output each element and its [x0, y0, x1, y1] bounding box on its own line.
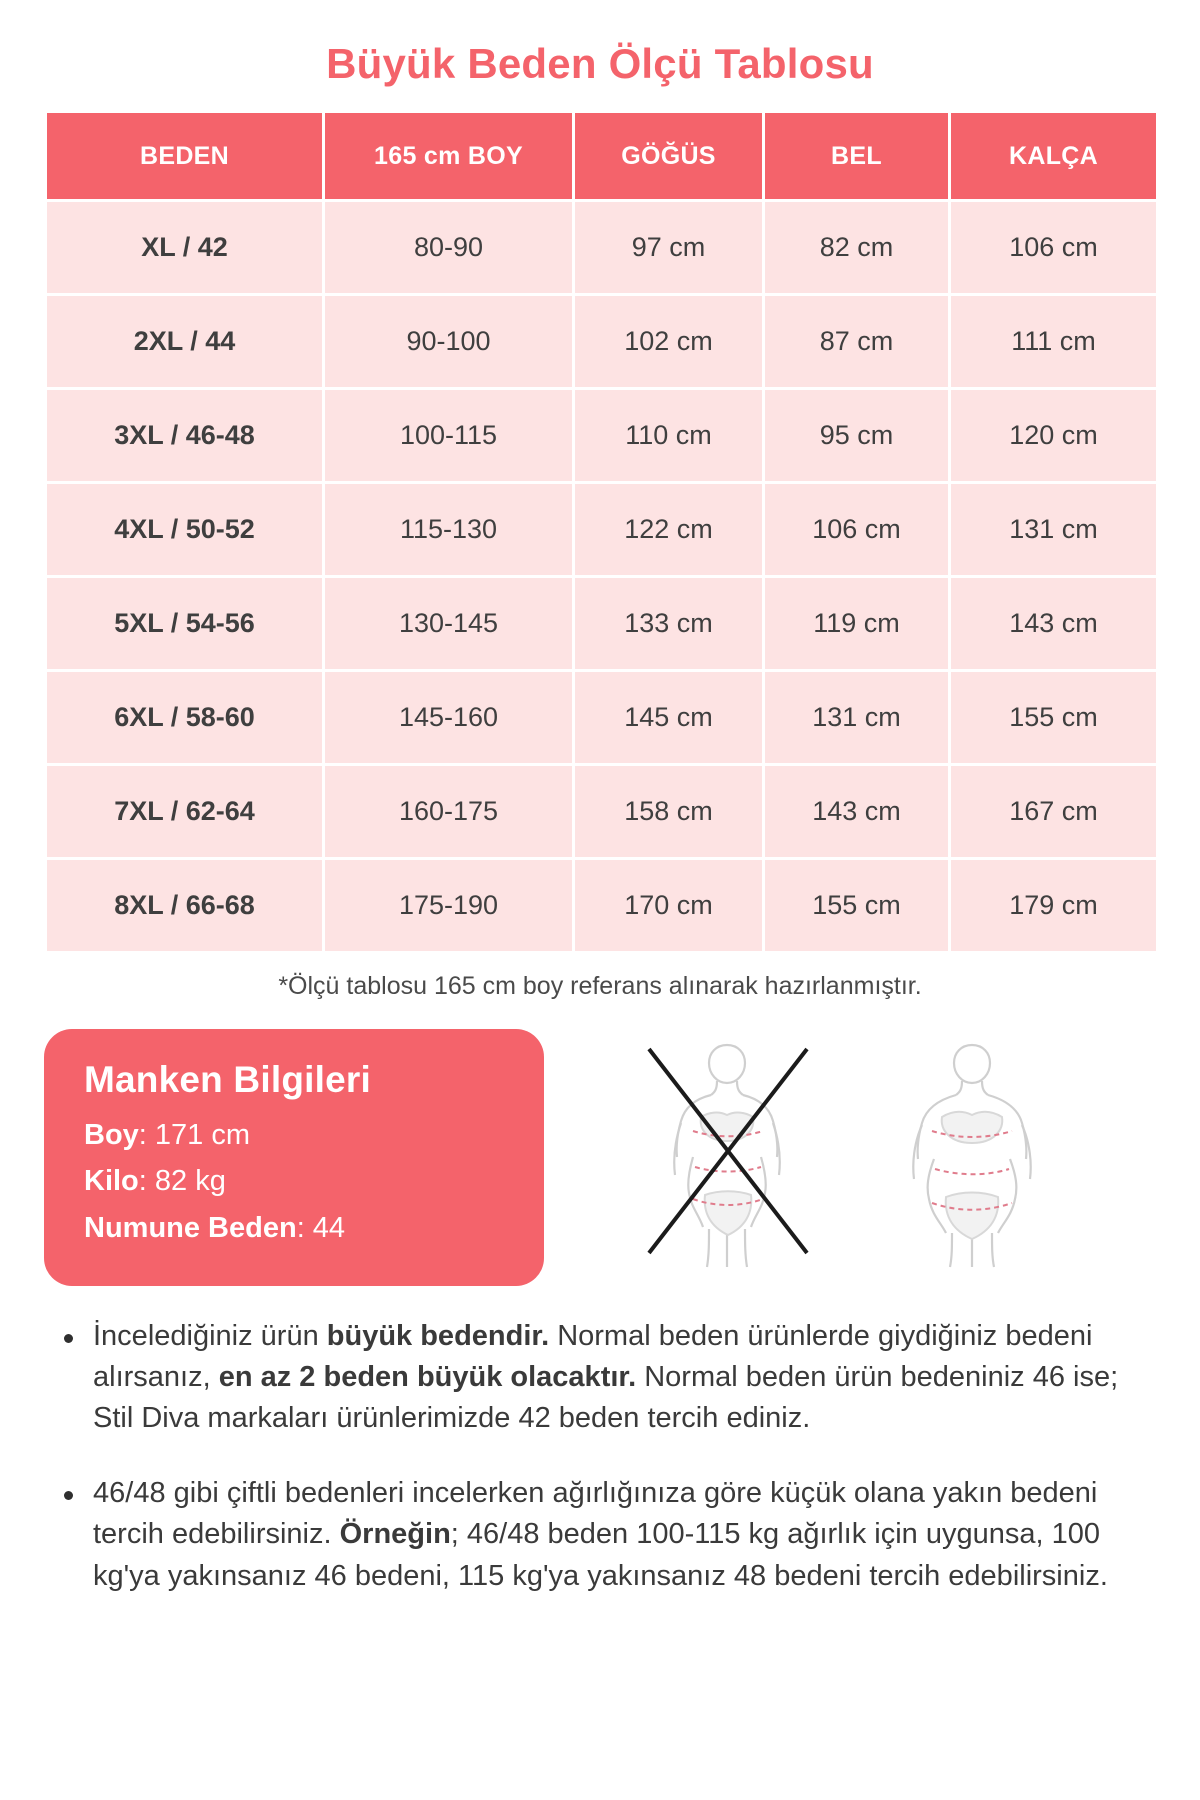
- table-header-row: [46, 112, 1158, 201]
- measurement-cell: 143 cm: [950, 577, 1158, 671]
- bullet-dot-icon: [64, 1334, 73, 1343]
- table-row: [46, 765, 1158, 859]
- female-body-accepted-icon: [880, 1039, 1065, 1269]
- table-row: [46, 483, 1158, 577]
- table-row: [46, 389, 1158, 483]
- size-cell: 6XL / 58-60: [46, 671, 324, 765]
- model-weight: [84, 1163, 510, 1199]
- measurement-cell: 106 cm: [950, 201, 1158, 295]
- female-body-rejected-icon: [635, 1039, 820, 1269]
- table-row: [46, 859, 1158, 953]
- list-item: [64, 1473, 1148, 1597]
- plain-text: ; 46/48 beden 100-115 kg ağırlık için uygunsa, 100 kg'ya yakınsanız 46 bedeni, 115 kg'ya yakınsanız 48 bedeni tercih edebilirsiniz.: [93, 1518, 1108, 1592]
- measurement-cell: 95 cm: [764, 389, 950, 483]
- measurement-cell: 175-190: [324, 859, 574, 953]
- measurement-cell: 143 cm: [764, 765, 950, 859]
- table-footnote: *Ölçü tablosu 165 cm boy referans alınarak hazırlanmıştır.: [278, 972, 922, 1000]
- measurement-cell: 131 cm: [764, 671, 950, 765]
- emphasis-text: en az 2 beden büyük olacaktır.: [218, 1360, 637, 1393]
- model-section: [44, 1029, 1156, 1286]
- measurement-cell: 111 cm: [950, 295, 1158, 389]
- measurement-cell: 160-175: [324, 765, 574, 859]
- plain-text: İncelediğiniz ürün: [93, 1319, 327, 1352]
- model-sample-size-value: : 44: [296, 1211, 346, 1244]
- notes-list: [44, 1316, 1156, 1597]
- measurement-cell: 106 cm: [764, 483, 950, 577]
- bullet-dot-icon: [64, 1491, 73, 1500]
- measurement-cell: 82 cm: [764, 201, 950, 295]
- size-cell: 8XL / 66-68: [46, 859, 324, 953]
- measurement-cell: 115-130: [324, 483, 574, 577]
- measurement-cell: 158 cm: [574, 765, 764, 859]
- size-cell: XL / 42: [46, 201, 324, 295]
- measurement-cell: 145 cm: [574, 671, 764, 765]
- model-sample-size-label: Numune Beden: [84, 1211, 297, 1244]
- model-height-label: Boy: [84, 1119, 139, 1151]
- table-row: [46, 577, 1158, 671]
- model-weight-value: : 82 kg: [138, 1165, 226, 1198]
- size-cell: 5XL / 54-56: [46, 577, 324, 671]
- measurement-cell: 155 cm: [764, 859, 950, 953]
- column-header-boy: 165 cm BOY: [324, 112, 574, 201]
- measurement-cell: 100-115: [324, 389, 574, 483]
- measurement-cell: 170 cm: [574, 859, 764, 953]
- table-row: [46, 201, 1158, 295]
- measurement-cell: 179 cm: [950, 859, 1158, 953]
- measurement-cell: 145-160: [324, 671, 574, 765]
- measurement-cell: 133 cm: [574, 577, 764, 671]
- plain-text: Normal beden ürünlerde giydiğiniz bedeni alırsanız,: [93, 1319, 1093, 1393]
- model-height-value: : 171 cm: [138, 1119, 251, 1151]
- measurement-cell: 122 cm: [574, 483, 764, 577]
- size-cell: 2XL / 44: [46, 295, 324, 389]
- emphasis-text: Örneğin: [339, 1518, 451, 1551]
- size-cell: 3XL / 46-48: [46, 389, 324, 483]
- table-row: [46, 671, 1158, 765]
- measurement-cell: 130-145: [324, 577, 574, 671]
- measurement-cell: 87 cm: [764, 295, 950, 389]
- page-title: Büyük Beden Ölçü Tablosu: [326, 40, 874, 87]
- plain-text: 46/48 gibi çiftli bedenleri incelerken ağırlığınıza göre küçük olana yakın bedeni tercih edebilirsiniz.: [93, 1477, 1098, 1551]
- column-header-bel: BEL: [764, 112, 950, 201]
- measurement-figures: [544, 1029, 1156, 1269]
- column-header-gogus: GÖĞÜS: [574, 112, 764, 201]
- list-item-text: [93, 1473, 1148, 1597]
- model-weight-label: Kilo: [84, 1165, 139, 1198]
- measurement-cell: 102 cm: [574, 295, 764, 389]
- measurement-cell: 131 cm: [950, 483, 1158, 577]
- size-cell: 7XL / 62-64: [46, 765, 324, 859]
- measurement-cell: 97 cm: [574, 201, 764, 295]
- size-cell: 4XL / 50-52: [46, 483, 324, 577]
- column-header-kalca: KALÇA: [950, 112, 1158, 201]
- measurement-cell: 155 cm: [950, 671, 1158, 765]
- table-row: [46, 295, 1158, 389]
- model-info-heading: Manken Bilgileri: [84, 1059, 371, 1100]
- measurement-cell: 90-100: [324, 295, 574, 389]
- model-height: [84, 1117, 510, 1153]
- list-item: [64, 1316, 1148, 1440]
- size-table: [44, 110, 1159, 954]
- measurement-cell: 119 cm: [764, 577, 950, 671]
- measurement-cell: 80-90: [324, 201, 574, 295]
- model-sample-size: [84, 1210, 510, 1246]
- column-header-beden: BEDEN: [46, 112, 324, 201]
- emphasis-text: büyük bedendir.: [326, 1319, 550, 1352]
- measurement-cell: 120 cm: [950, 389, 1158, 483]
- model-info-card: [44, 1029, 544, 1286]
- measurement-cell: 167 cm: [950, 765, 1158, 859]
- plain-text: Normal beden ürün bedeniniz 46 ise; Stil Diva markaları ürünlerimizde 42 beden tercih ediniz.: [93, 1360, 1119, 1435]
- list-item-text: [93, 1316, 1148, 1440]
- measurement-cell: 110 cm: [574, 389, 764, 483]
